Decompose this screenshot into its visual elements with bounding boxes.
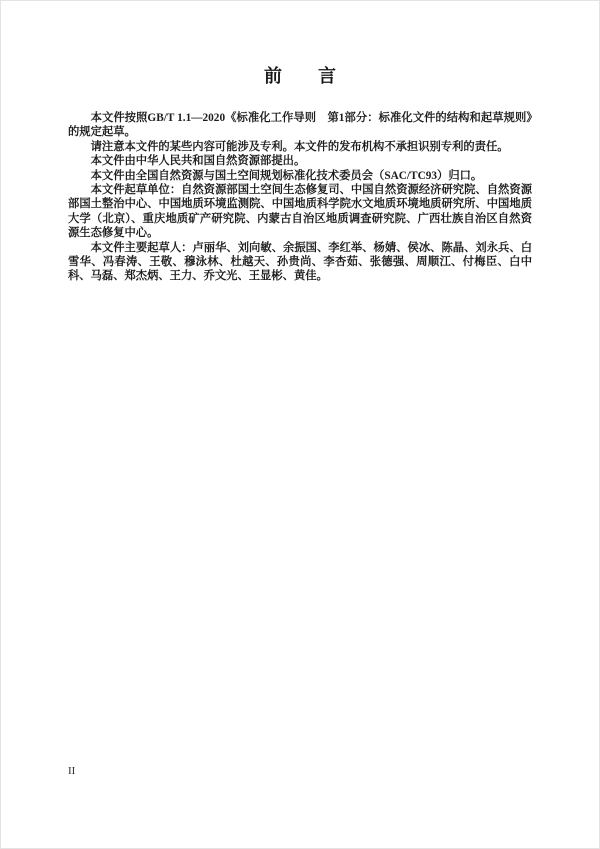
paragraph-proposed-by: 本文件由中华人民共和国自然资源部提出。	[90, 155, 306, 168]
page-number: II	[68, 765, 76, 777]
foreword-section	[68, 64, 532, 284]
paragraph-drafting-basis: 本文件按照GB/T 1.1—2020《标准化工作导则 第1部分：标准化文件的结构和起草规则》的规定起草。	[68, 112, 532, 139]
paragraph-drafting-organizations: 本文件起草单位：自然资源部国土空间生态修复司、中国自然资源经济研究院、自然资源部国土整治中心、中国地质环境监测院、中国地质科学院水文地质环境地质研究所、中国地质大学（北京）、重庆地质矿产研究院、内蒙古自治区地质调查研究院、广西壮族自治区自然资源生态修复中心。	[68, 184, 532, 240]
page-title: 前 言	[264, 66, 336, 86]
paragraph-main-drafters: 本文件主要起草人：卢丽华、刘向敏、余振国、李红举、杨婧、侯冰、陈晶、刘永兵、白雪华、冯春涛、王敬、穆泳林、杜越天、孙贵尚、李杏茹、张德强、周顺江、付梅臣、白中科、马磊、郑杰炳、王力、乔文光、王显彬、黄佳。	[68, 241, 532, 283]
paragraph-patent-notice: 请注意本文件的某些内容可能涉及专利。本文件的发布机构不承担识别专利的责任。	[90, 140, 509, 153]
paragraph-centralized-by: 本文件由全国自然资源与国土空间规划标准化技术委员会（SAC/TC93）归口。	[90, 169, 483, 182]
